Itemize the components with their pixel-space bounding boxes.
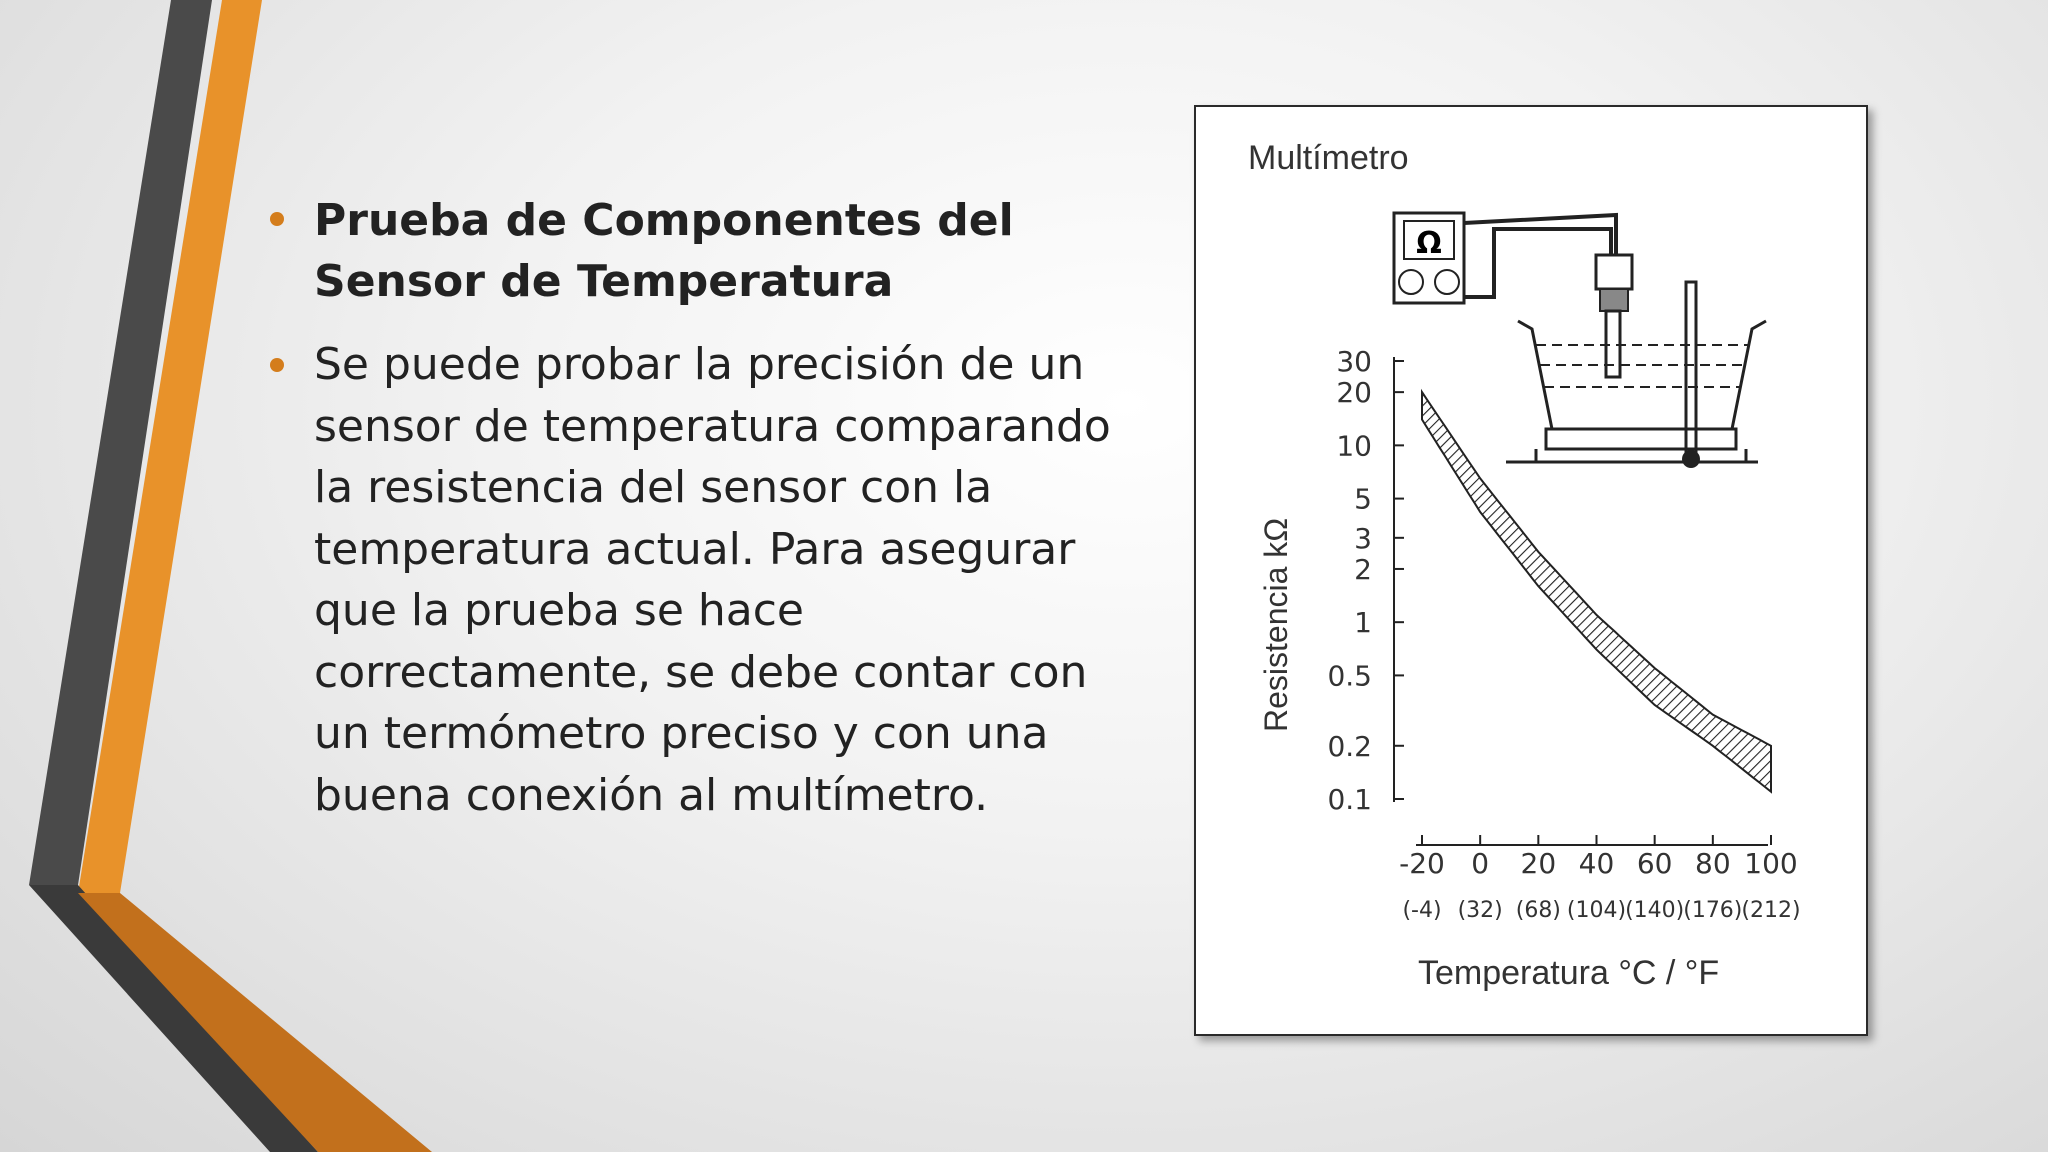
y-tick-marks (1394, 361, 1404, 799)
y-tick-label: 30 (1336, 345, 1372, 378)
x-tick-label-f: (140) (1625, 898, 1685, 923)
y-tick-label: 3 (1354, 521, 1372, 555)
x-tick-label: 100 (1744, 847, 1798, 880)
sensor-icon (1596, 255, 1632, 377)
y-tick-label: 0.5 (1327, 659, 1372, 693)
x-tick-label: 60 (1636, 847, 1673, 880)
y-axis-label: Resistencia kΩ (1258, 517, 1294, 732)
x-tick-label: 20 (1520, 847, 1557, 880)
bullet-heading (262, 190, 1112, 312)
x-tick-label-f: (68) (1515, 898, 1561, 923)
x-tick-label-f: (176) (1683, 898, 1743, 923)
y-tick-label: 0.2 (1327, 729, 1372, 763)
y-tick-label: 0.1 (1327, 783, 1372, 816)
x-tick-label: 40 (1578, 847, 1615, 880)
x-fahrenheit-labels (1402, 898, 1800, 923)
wires (1464, 215, 1616, 297)
y-tick-label: 1 (1354, 606, 1372, 640)
meter-symbol: Ω (1416, 226, 1442, 261)
x-tick-label-f: (104) (1566, 898, 1627, 923)
bullet-body (262, 334, 1112, 826)
dark-diagonal (29, 885, 318, 1152)
heading-text: Prueba de Componentes del Sensor de Temperatura (314, 195, 1014, 307)
figure-title: Multímetro (1248, 139, 1409, 177)
bullet-dot (270, 358, 284, 372)
x-tick-label: 80 (1695, 847, 1731, 880)
x-tick-labels (1399, 847, 1798, 880)
y-tick-labels (1327, 345, 1372, 816)
multimeter-icon (1394, 213, 1464, 303)
bullet-list (262, 190, 1112, 848)
resistance-band (1422, 392, 1771, 792)
x-tick-label-f: (32) (1457, 898, 1503, 923)
resistance-figure (1194, 105, 1868, 1036)
y-tick-label: 5 (1354, 482, 1372, 516)
body-text: Se puede probar la precisión de un sensor de temperatura comparando la resistencia del sensor con la temperatura actual. Para asegurar que la prueba se hace correctamente, se debe contar con un termómetro preciso y con una buena conexión al multímetro. (314, 339, 1111, 821)
figure-drawing (1196, 107, 1866, 1034)
x-tick-marks (1422, 835, 1771, 845)
x-tick-label-f: (212) (1741, 898, 1801, 923)
bullet-dot (270, 212, 284, 226)
x-tick-label-f: (-4) (1402, 898, 1442, 923)
y-tick-label: 2 (1354, 552, 1372, 586)
x-axis-label: Temperatura °C / °F (1418, 954, 1720, 992)
y-tick-label: 10 (1336, 429, 1372, 463)
thermometer-icon (1682, 282, 1700, 468)
water-bath-icon (1506, 321, 1766, 462)
x-tick-label: -20 (1399, 847, 1445, 880)
x-tick-label: 0 (1471, 847, 1490, 880)
y-tick-label: 20 (1336, 376, 1372, 410)
